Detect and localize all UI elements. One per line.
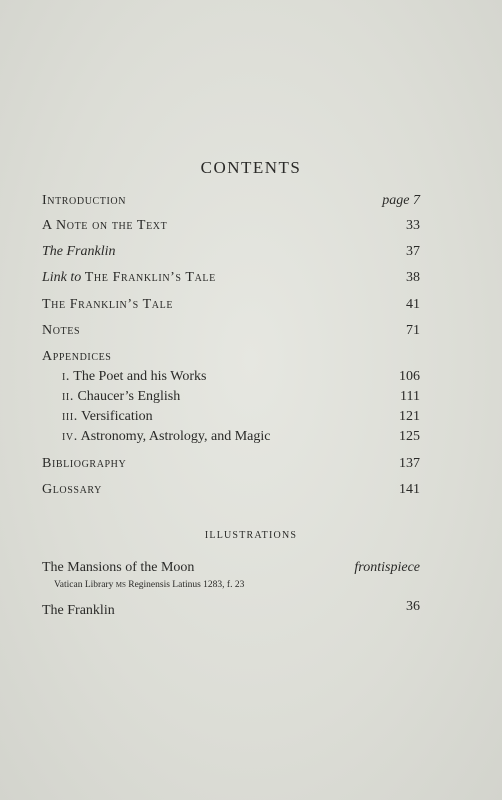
toc-label: Introduction xyxy=(42,193,127,208)
illustration-entry-mansions xyxy=(42,560,420,580)
illustration-caption xyxy=(54,580,244,590)
toc-label xyxy=(62,409,153,425)
toc-appendix-2 xyxy=(42,389,420,409)
toc-appendix-4 xyxy=(42,429,420,449)
toc-label xyxy=(42,270,216,286)
toc-appendix-1 xyxy=(42,369,420,389)
toc-label: Appendices xyxy=(42,349,112,364)
toc-page: 37 xyxy=(406,244,420,259)
appendix-title: Astronomy, Astrology, and Magic xyxy=(80,429,271,444)
appendix-title: Versification xyxy=(81,409,153,424)
illustration-label: The Franklin xyxy=(42,603,115,618)
toc-page: 38 xyxy=(406,270,420,285)
appendix-numeral: i. xyxy=(62,369,71,384)
toc-appendix-3 xyxy=(42,409,420,429)
toc-entry-franklins-tale xyxy=(42,297,420,317)
caption-pre: Vatican Library xyxy=(54,580,114,590)
toc-page: 33 xyxy=(406,218,420,233)
toc-label xyxy=(62,429,270,445)
toc-label: Notes xyxy=(42,323,81,338)
toc-label xyxy=(62,389,180,405)
illustrations-heading: ILLUSTRATIONS xyxy=(204,530,298,541)
toc-page: 106 xyxy=(399,369,420,384)
toc-page: 141 xyxy=(399,482,420,497)
toc-label: Bibliography xyxy=(42,456,127,471)
toc-label-main: The Franklin’s Tale xyxy=(84,270,216,285)
toc-page: 71 xyxy=(406,323,420,338)
toc-label-prefix: Link to xyxy=(42,270,82,285)
appendix-title: Chaucer’s English xyxy=(77,389,181,404)
toc-label: The Franklin xyxy=(42,244,116,259)
contents-heading: CONTENTS xyxy=(200,158,302,177)
caption-ms: ms xyxy=(115,580,126,590)
illustration-label: The Mansions of the Moon xyxy=(42,560,195,575)
appendix-title: The Poet and his Works xyxy=(73,369,207,384)
toc-page: 41 xyxy=(406,297,420,312)
appendix-numeral: iv. xyxy=(62,429,78,444)
toc-page: 137 xyxy=(399,456,420,471)
illustration-page: 36 xyxy=(406,599,420,614)
toc-entry-appendices xyxy=(42,349,420,369)
toc-page: 125 xyxy=(399,429,420,444)
toc-page: page 7 xyxy=(382,193,420,208)
toc-entry-notes xyxy=(42,323,420,343)
appendix-numeral: iii. xyxy=(62,409,78,424)
caption-post: Reginensis Latinus 1283, f. 23 xyxy=(128,580,245,590)
illustration-page: frontispiece xyxy=(354,560,420,575)
toc-page: 121 xyxy=(399,409,420,424)
toc-label xyxy=(62,369,206,385)
toc-label: A Note on the Text xyxy=(42,218,168,233)
toc-page: 111 xyxy=(400,389,420,404)
toc-entry-introduction xyxy=(42,193,420,213)
toc-label: The Franklin’s Tale xyxy=(42,297,174,312)
toc-entry-bibliography xyxy=(42,456,420,476)
toc-entry-link xyxy=(42,270,420,290)
toc-entry-note-on-text xyxy=(42,218,420,238)
toc-entry-glossary xyxy=(42,482,420,502)
illustration-entry-franklin xyxy=(42,599,420,623)
toc-entry-the-franklin xyxy=(42,244,420,264)
appendix-numeral: ii. xyxy=(62,389,74,404)
toc-label: Glossary xyxy=(42,482,102,497)
